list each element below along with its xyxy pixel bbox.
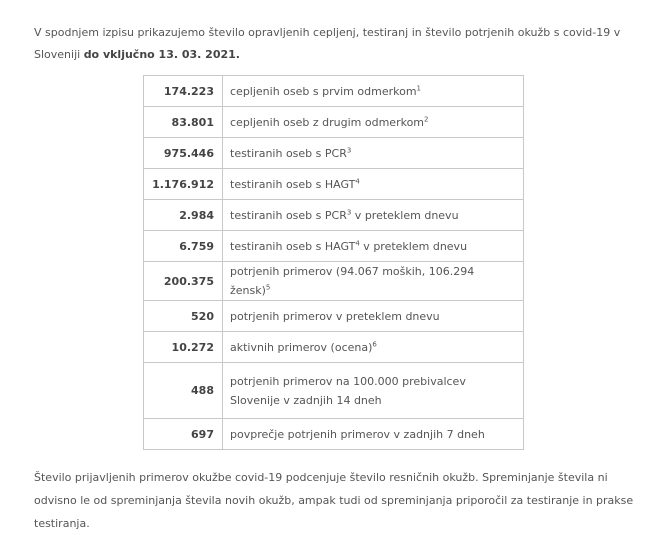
table-row [144,301,524,332]
row-label-tail: v preteklem dnevu [359,239,468,253]
row-value: 1.176.912 [144,169,223,200]
row-label [223,262,524,301]
footnote-marker: 2 [424,114,429,123]
row-label [223,200,524,231]
row-value: 520 [144,301,223,332]
row-value: 6.759 [144,231,223,262]
table-row [144,107,524,138]
table-row [144,363,524,419]
row-value: 83.801 [144,107,223,138]
footnote-marker: 6 [372,339,377,348]
row-label-text: testiranih oseb s PCR [230,208,347,222]
row-label-text: potrjenih primerov v preteklem dnevu [230,309,440,323]
intro-text: V spodnjem izpisu prikazujemo število opravljenih cepljenj, testiranj in število potrjenih okužb s covid-19 v Sloveniji [34,26,621,61]
row-value: 174.223 [144,76,223,107]
row-value: 697 [144,419,223,450]
row-label-text: potrjenih primerov na 100.000 prebivalcev Slovenije v zadnjih 14 dneh [230,374,466,407]
row-label-tail: v preteklem dnevu [351,208,459,222]
row-label-text: aktivnih primerov (ocena) [230,340,373,354]
row-label-text: testiranih oseb s HAGT [230,177,356,191]
stats-table [143,75,524,450]
table-row [144,332,524,363]
row-value: 200.375 [144,262,223,301]
row-label-text: potrjenih primerov (94.067 moških, 106.294 žensk) [230,265,475,297]
row-label [223,332,524,363]
row-label [223,419,524,450]
row-label-text: povprečje potrjenih primerov v zadnjih 7 dneh [230,427,485,441]
row-label [223,76,524,107]
row-label-text: cepljenih oseb z drugim odmerkom [230,115,425,129]
table-row [144,138,524,169]
row-label [223,169,524,200]
row-label [223,107,524,138]
intro-paragraph [34,22,634,66]
row-value: 2.984 [144,200,223,231]
table-row [144,169,524,200]
row-value: 488 [144,363,223,419]
row-label [223,363,524,419]
table-row [144,231,524,262]
footnote-marker: 4 [355,238,360,247]
footnote-marker: 3 [346,207,352,216]
row-label [223,138,524,169]
row-label-text: testiranih oseb s HAGT [230,239,356,253]
footer-note: Število prijavljenih primerov okužbe covid-19 podcenjuje število resničnih okužb. Spreminjanje števila ni odvisno le od spreminjanja števila novih okužb, ampak tudi od spreminjanja priporočil za testiranje in prakse testiranja. [34,471,634,530]
table-row [144,419,524,450]
footnote-marker: 3 [346,145,352,154]
table-row [144,76,524,107]
row-label-text: cepljenih oseb s prvim odmerkom [230,84,417,98]
intro-date: do vključno 13. 03. 2021. [83,48,240,61]
footnote-marker: 4 [355,176,360,185]
footnote-marker: 1 [416,83,422,92]
row-label [223,231,524,262]
row-label-text: testiranih oseb s PCR [230,146,347,160]
row-value: 10.272 [144,332,223,363]
table-row [144,200,524,231]
table-row [144,262,524,301]
footnote-marker: 5 [265,283,271,292]
row-value: 975.446 [144,138,223,169]
row-label [223,301,524,332]
